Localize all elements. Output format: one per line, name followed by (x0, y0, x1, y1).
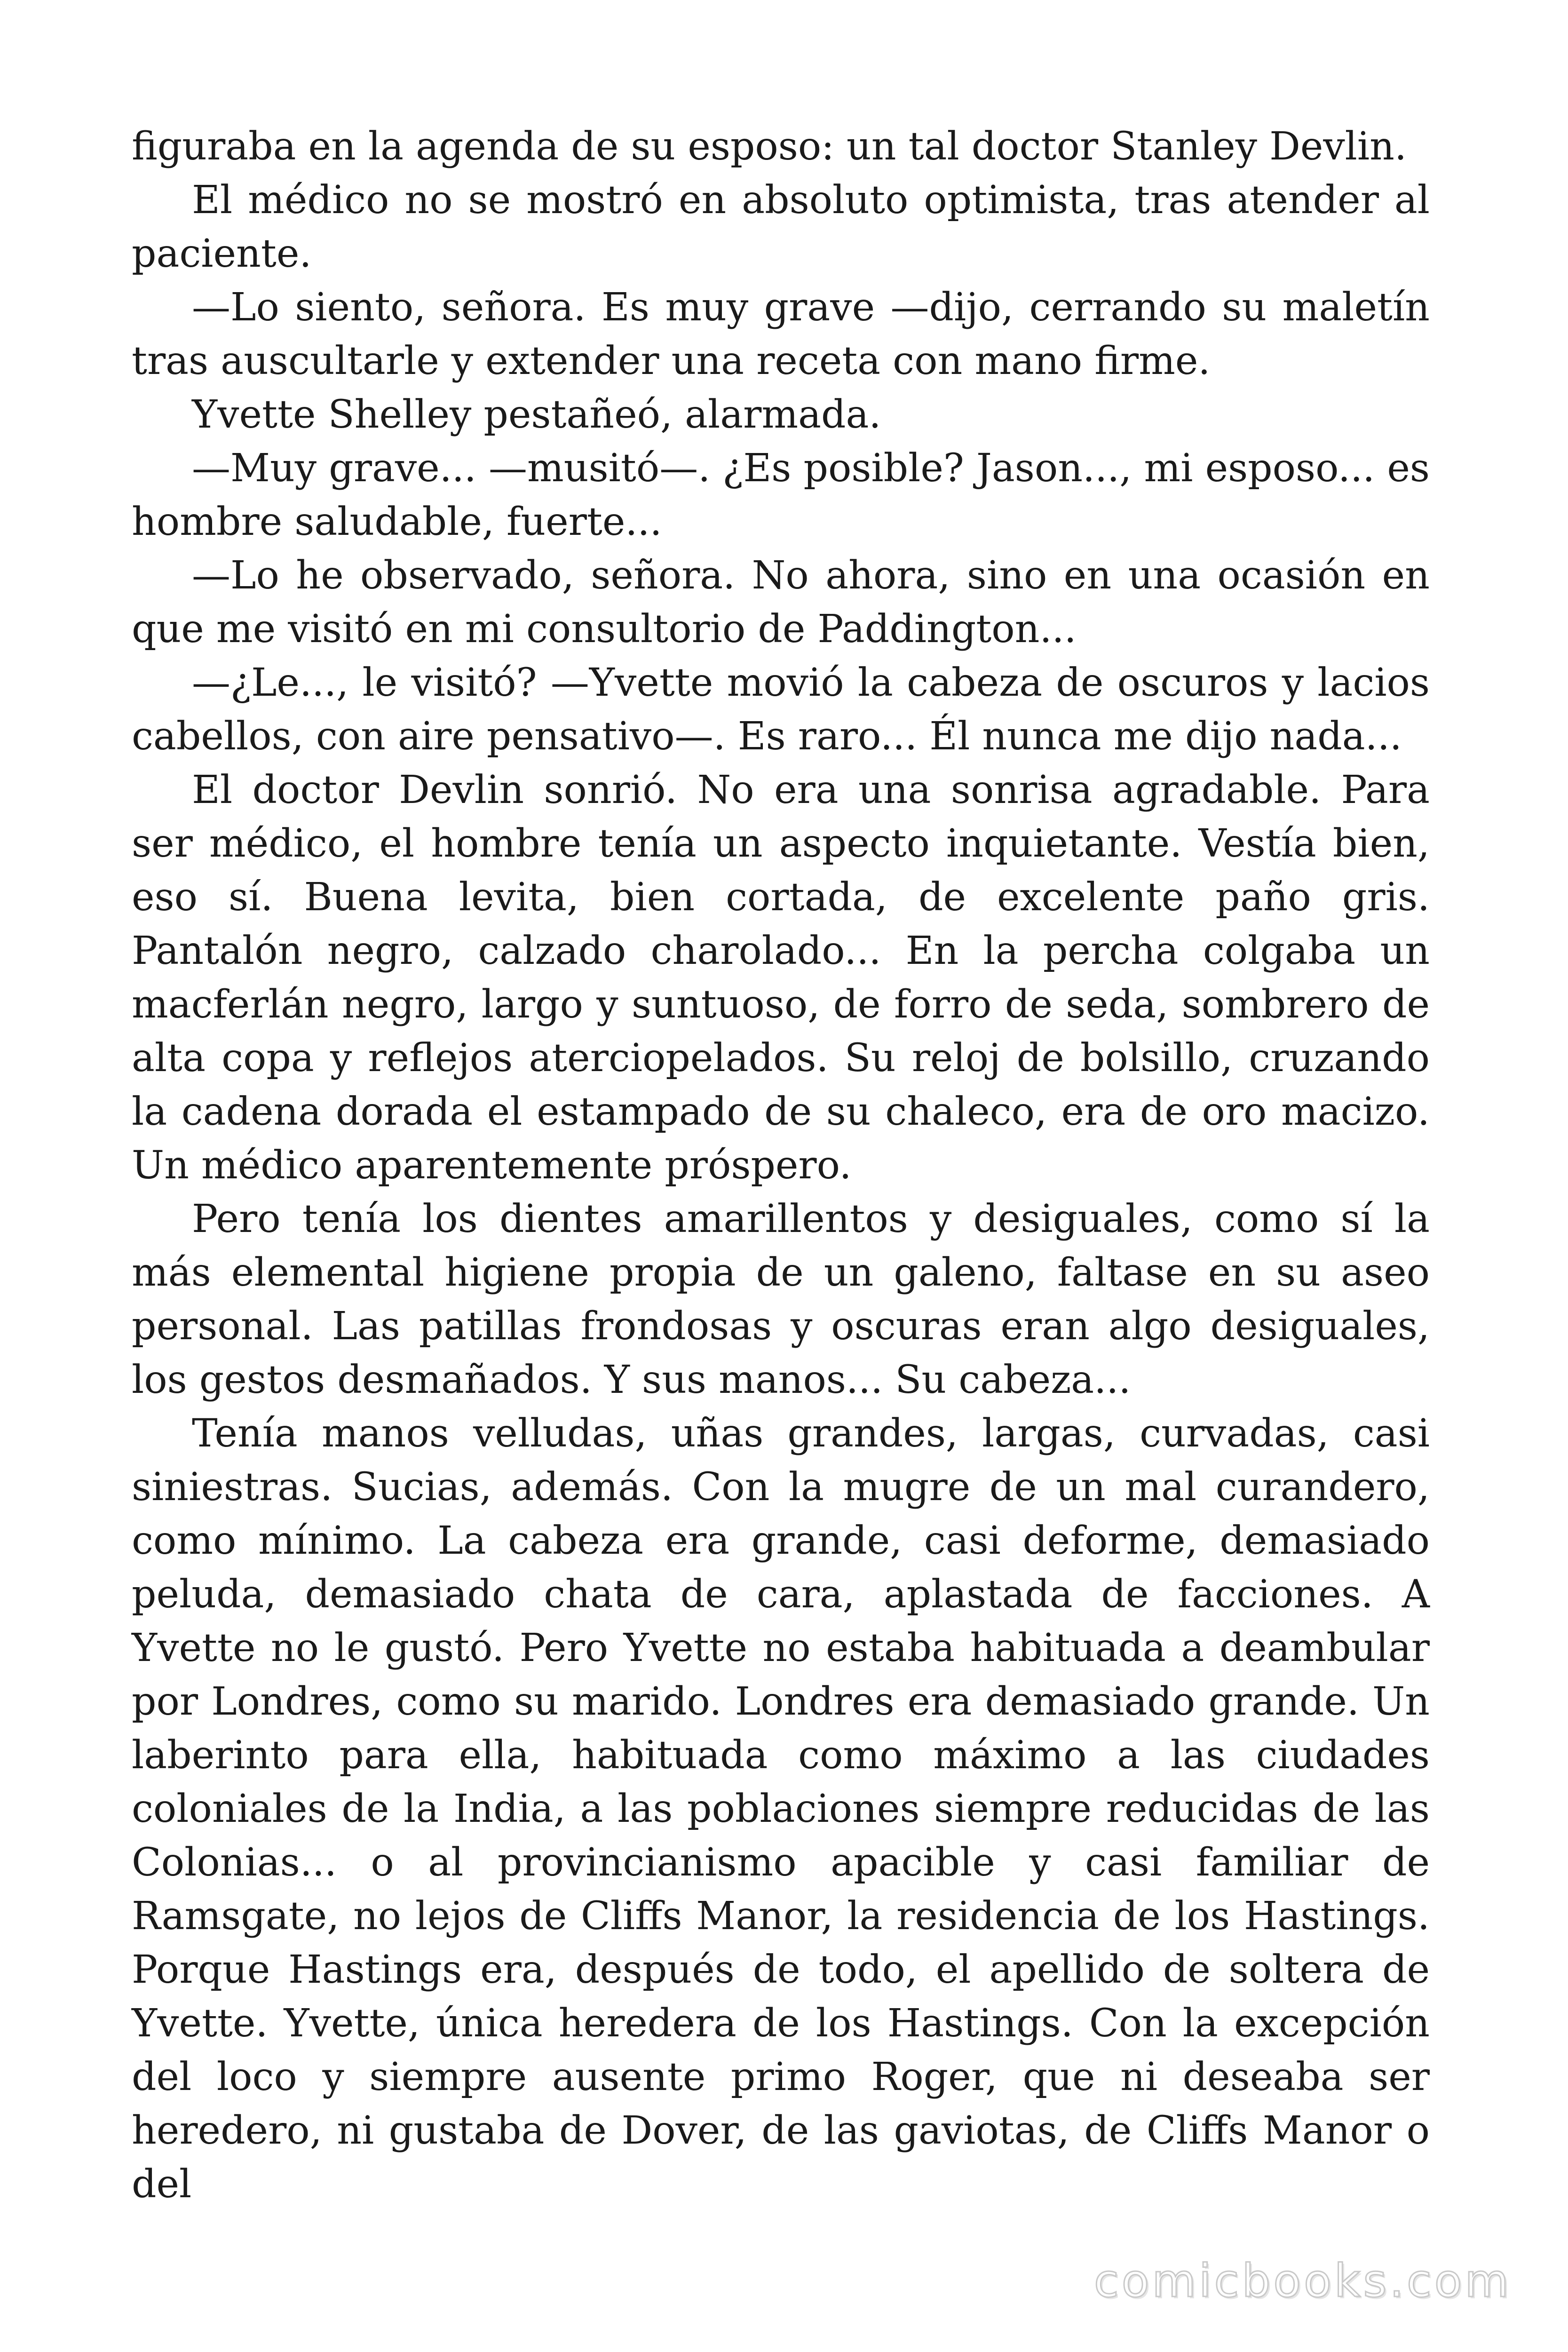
paragraph: —Muy grave... —musitó—. ¿Es posible? Jason..., mi esposo... es hombre saludable, fuerte... (132, 446, 1430, 544)
paragraph: figuraba en la agenda de su esposo: un tal doctor Stanley Devlin. (132, 124, 1407, 169)
watermark: comicbooks.com (1093, 2255, 1512, 2307)
paragraph: Tenía manos velludas, uñas grandes, largas, curvadas, casi siniestras. Sucias, además. Con la mugre de un mal curandero, como mínimo. La cabeza era grande, casi deforme, demasiado peluda, demasiado chata de cara, aplastada de facciones. A Yvette no le gustó. Pero Yvette no estaba habituada a deambular por Londres, como su marido. Londres era demasiado grande. Un laberinto para ella, habituada como máximo a las ciudades coloniales de la India, a las poblaciones siempre reducidas de las Colonias... o al provincianismo apacible y casi familiar de Ramsgate, no lejos de Cliffs Manor, la residencia de los Hastings. Porque Hastings era, después de todo, el apellido de soltera de Yvette. Yvette, única heredera de los Hastings. Con la excepción del loco y siempre ausente primo Roger, que ni deseaba ser heredero, ni gustaba de Dover, de las gaviotas, de Cliffs Manor o del (132, 1411, 1430, 2207)
paragraph: —¿Le..., le visitó? —Yvette movió la cabeza de oscuros y lacios cabellos, con aire pensativo—. Es raro... Él nunca me dijo nada... (132, 660, 1430, 759)
paragraph: Pero tenía los dientes amarillentos y desiguales, como sí la más elemental higiene propia de un galeno, faltase en su aseo personal. Las patillas frondosas y oscuras eran algo desiguales, los gestos desmañados. Y sus manos... Su cabeza... (132, 1197, 1430, 1402)
paragraph: —Lo he observado, señora. No ahora, sino en una ocasión en que me visitó en mi consultorio de Paddington... (132, 553, 1430, 652)
paragraph: El doctor Devlin sonrió. No era una sonrisa agradable. Para ser médico, el hombre tenía un aspecto inquietante. Vestía bien, eso sí. Buena levita, bien cortada, de excelente paño gris. Pantalón negro, calzado charolado... En la percha colgaba un macferlán negro, largo y suntuoso, de forro de seda, sombrero de alta copa y reflejos aterciopelados. Su reloj de bolsillo, cruzando la cadena dorada el estampado de su chaleco, era de oro macizo. Un médico aparentemente próspero. (132, 768, 1430, 1188)
paragraph: El médico no se mostró en absoluto optimista, tras atender al paciente. (132, 178, 1430, 276)
paragraph: Yvette Shelley pestañeó, alarmada. (192, 392, 881, 437)
paragraph: —Lo siento, señora. Es muy grave —dijo, cerrando su maletín tras auscultarle y extender una receta con mano firme. (132, 285, 1430, 383)
page-body (132, 120, 1430, 2211)
